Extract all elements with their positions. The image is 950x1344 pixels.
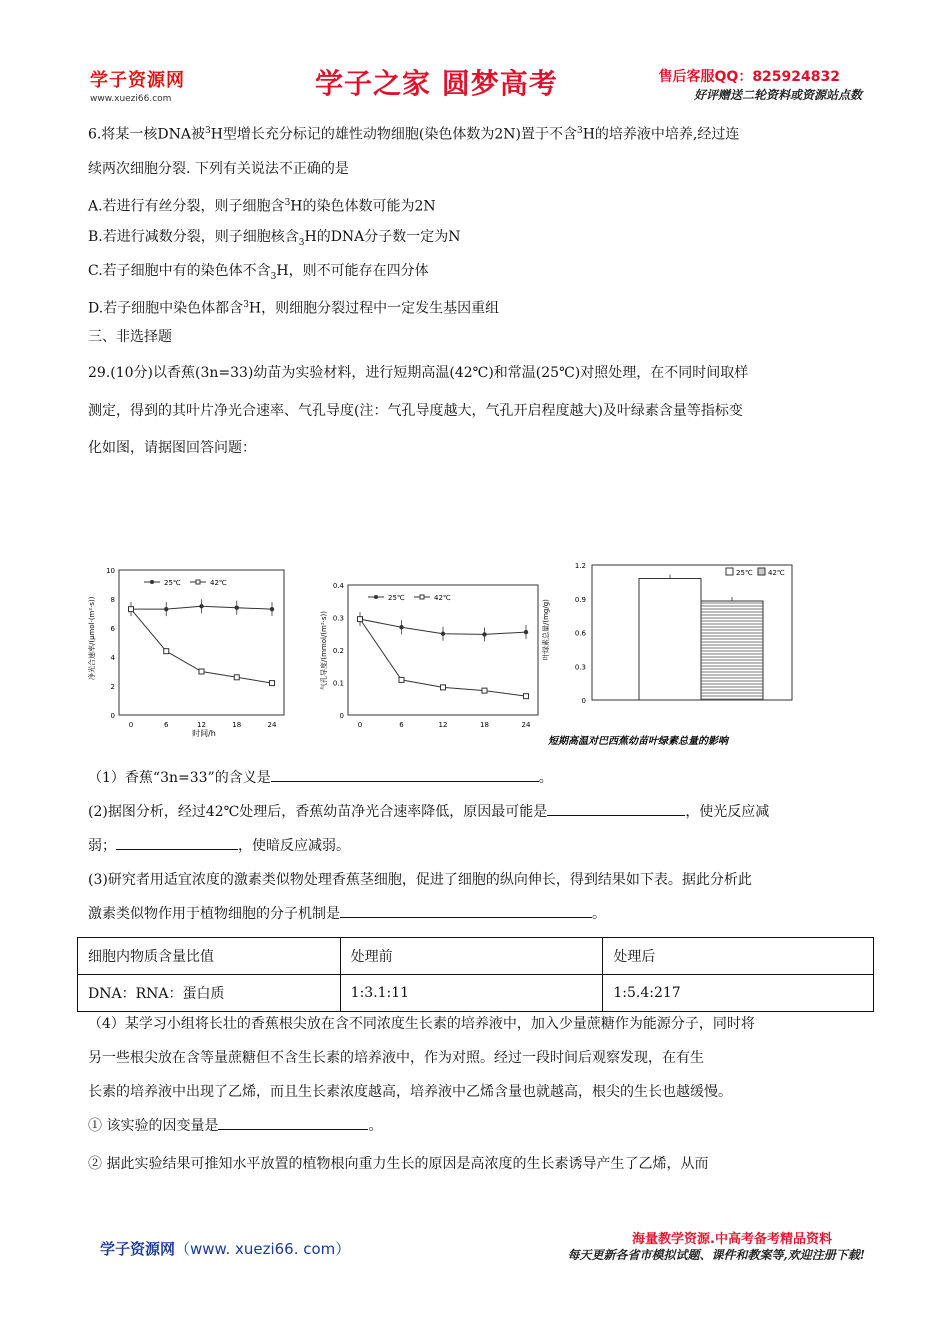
chart1-ylabel: 净光合速率/(μmol·(m²·s))	[88, 596, 96, 680]
x-tick-label: 0	[357, 721, 363, 729]
y-tick-label: 0.9	[574, 595, 586, 604]
part3-text-b: 激素类似物作用于植物细胞的分子机制是	[88, 906, 340, 922]
series-point	[270, 607, 274, 611]
part2-text-c: 弱；	[88, 838, 116, 854]
y-tick-label: 0.4	[332, 582, 344, 590]
series-point	[164, 607, 168, 611]
series-point	[482, 632, 486, 636]
q6-option-a	[88, 192, 436, 218]
chart-stomatal-conductance	[319, 582, 538, 729]
part2-text-b: ，使光反应减	[685, 804, 770, 820]
table-header: 处理前	[340, 938, 603, 975]
chart2-ylabel: 气孔导度/(mmol/(m²·s))	[320, 610, 328, 690]
part1-text: （1）香蕉“3n=33”的含义是	[88, 770, 271, 786]
y-tick-label: 2	[110, 683, 115, 691]
series-point	[441, 685, 446, 690]
logo-url: www.xuezi66.com	[90, 94, 172, 104]
chart3-title: 短期高温对巴西蕉幼苗叶绿素总量的影响	[548, 736, 728, 747]
q29-part4-5: ② 据此实验结果可推知水平放置的植物根向重力生长的原因是高浓度的生长素诱导产生了乙烯，从而	[88, 1156, 709, 1172]
chart1-legend-42: 42℃	[210, 579, 227, 587]
q6-text-a: 6.将某一核DNA被	[88, 126, 205, 143]
chart2-frame	[348, 585, 538, 715]
q6-option-b	[88, 226, 461, 254]
header-slogan: 学子之家 圆梦高考	[315, 67, 558, 100]
q29-part4-1: （4）某学习小组将长壮的香蕉根尖放在含不同浓度生长素的培养液中，加入少量蔗糖作为能源分子，同时将	[88, 1016, 755, 1032]
y-tick-label: 0.1	[332, 679, 344, 688]
x-tick-label: 18	[232, 721, 242, 729]
q6-text-c: H的培养液中培养,经过连	[582, 126, 740, 143]
q29-part3-cont	[88, 903, 606, 925]
series-point	[524, 694, 529, 699]
q29-part4-3: 长素的培养液中出现了乙烯，而且生长素浓度越高，培养液中乙烯含量也就越高，根尖的生长也越缓慢。	[88, 1084, 732, 1100]
q29-intro-3: 化如图，请据图回答问题：	[88, 440, 256, 456]
y-tick-label: 0.6	[574, 629, 586, 638]
section-title: 三、非选择题	[88, 329, 172, 345]
part2-text: (2)据图分析，经过42℃处理后，香蕉幼苗净光合速率降低，原因最可能是	[88, 804, 548, 820]
q29-intro-1: 29.(10分)以香蕉(3n=33)幼苗为实验材料，进行短期高温(42℃)和常温(25℃)对照处理，在不同时间取样	[88, 365, 749, 381]
option-c-text-b: H，则不可能存在四分体	[276, 263, 429, 279]
q6-option-d	[88, 294, 499, 320]
chart2-legend	[368, 594, 451, 602]
x-tick-label: 18	[480, 721, 489, 729]
chart1-legend-25: 25℃	[164, 579, 181, 587]
y-tick-label: 10	[106, 567, 115, 575]
part3-answer-blank[interactable]	[340, 903, 592, 918]
series-point	[441, 632, 445, 636]
header-promo: 好评赠送二轮资料或资源站点数	[693, 88, 862, 102]
option-d-text-b: H，则细胞分裂过程中一定发生基因重组	[248, 300, 500, 317]
part1-answer-blank[interactable]	[271, 767, 539, 782]
y-tick-label: 8	[110, 596, 115, 604]
part4-d-text: ① 该实验的因变量是	[88, 1118, 219, 1134]
x-tick-label: 12	[197, 721, 206, 729]
q29-part4-2: 另一些根尖放在含等量蔗糖但不含生长素的培养液中，作为对照。经过一段时间后观察发现，在有生	[88, 1050, 704, 1066]
part3-end: 。	[592, 906, 606, 922]
option-c-text: C.若子细胞中有的染色体不含	[88, 263, 271, 279]
q6-line2: 续两次细胞分裂. 下列有关说法不正确的是	[88, 161, 349, 177]
site-logo[interactable]	[90, 66, 185, 104]
q6-sup-2: 3	[576, 126, 583, 136]
service-qq: 售后客服QQ：825924832	[658, 69, 840, 85]
chart-chlorophyll	[541, 562, 792, 747]
q6-sup-1: 3	[204, 126, 211, 136]
part1-end: 。	[538, 770, 553, 786]
table-header: 处理后	[603, 938, 874, 975]
table-cell: DNA：RNA：蛋白质	[78, 975, 341, 1012]
series-point	[358, 617, 363, 622]
logo-text: 学子资源网	[90, 70, 185, 91]
x-tick-label: 6	[164, 721, 169, 729]
chart3-legend-42: 42℃	[768, 569, 785, 577]
footer-brand[interactable]	[100, 1238, 350, 1259]
series-point	[482, 688, 487, 693]
series-point	[235, 606, 239, 610]
q6-option-c	[88, 260, 429, 288]
chart1-xlabel: 时间/h	[192, 729, 216, 738]
series-point	[164, 649, 169, 654]
table-header-row	[78, 938, 874, 975]
q29-part3: (3)研究者用适宜浓度的激素类似物处理香蕉茎细胞，促进了细胞的纵向伸长，得到结果如下表。据此分析此	[88, 872, 752, 888]
chart3-legend	[726, 568, 785, 577]
option-d-sup: 3	[243, 300, 249, 310]
chart-net-photosynthesis	[87, 567, 284, 738]
q29-intro-2: 测定，得到的其叶片净光合速率、气孔导度(注：气孔导度越大，气孔开启程度越大)及叶绿素含量等指标变	[88, 403, 743, 419]
x-tick-label: 24	[267, 721, 277, 729]
table-row	[78, 975, 874, 1012]
option-a-sup: 3	[284, 198, 291, 208]
series-point	[399, 677, 404, 682]
option-a-text: A.若进行有丝分裂，则子细胞含	[88, 198, 285, 215]
q29-part2	[88, 801, 769, 823]
chart1-frame	[119, 570, 284, 715]
y-tick-label: 0.3	[574, 663, 586, 672]
chart2-legend-42: 42℃	[434, 594, 451, 602]
chart2-legend-25: 25℃	[388, 594, 405, 602]
x-tick-label: 12	[438, 721, 448, 729]
y-tick-label: 1.2	[574, 562, 586, 570]
series-point	[199, 604, 203, 608]
result-table	[77, 937, 874, 1012]
part4-answer-blank[interactable]	[218, 1115, 368, 1130]
option-b-text: B.若进行减数分裂，则子细胞核含	[88, 229, 299, 245]
bar-0	[639, 579, 701, 701]
q29-part4-4	[88, 1115, 382, 1137]
x-tick-label: 0	[128, 721, 134, 729]
chart3-ylabel: 叶绿素总量/(mg/g)	[542, 599, 550, 660]
table-header: 细胞内物质含量比值	[78, 938, 341, 975]
footer-brand-name: 学子资源网	[100, 1240, 176, 1258]
x-tick-label: 6	[399, 721, 404, 729]
series-point	[129, 607, 134, 612]
series-point	[270, 681, 275, 686]
y-tick-label: 0.2	[332, 647, 344, 655]
q6-text-b: H型增长充分标记的雄性动物细胞(染色体数为2N)置于不含	[210, 126, 577, 143]
bar-1	[701, 601, 763, 700]
q29-part2-cont	[88, 835, 350, 857]
option-d-text: D.若子细胞中染色体都含	[88, 300, 244, 317]
chart3-legend-25: 25℃	[736, 569, 753, 577]
option-b-sub: 3	[298, 237, 305, 248]
q29-part1	[88, 767, 553, 789]
footer-tagline: 海量教学资源.中高考备考精品资料	[632, 1232, 832, 1247]
part2-answer-blank-1[interactable]	[547, 801, 685, 816]
q6-line1	[88, 120, 739, 146]
y-tick-label: 6	[110, 625, 115, 633]
figure-charts	[86, 560, 816, 750]
footer-url: （www. xuezi66. com）	[175, 1240, 351, 1258]
y-tick-label: 0	[581, 697, 586, 705]
footer-promo: 每天更新各省市模拟试题、课件和教案等,欢迎注册下载!	[567, 1248, 865, 1262]
series-point	[399, 625, 403, 629]
y-tick-label: 4	[110, 654, 115, 662]
part2-answer-blank-2[interactable]	[116, 835, 238, 850]
option-a-text-b: H的染色体数可能为2N	[290, 198, 436, 215]
series-point	[199, 669, 204, 674]
option-b-text-b: H的DNA分子数一定为N	[304, 229, 461, 245]
part2-text-d: ，使暗反应减弱。	[238, 838, 350, 854]
table-cell: 1:3.1:11	[340, 975, 603, 1012]
y-tick-label: 0	[339, 712, 344, 720]
part4-d-end: 。	[368, 1118, 383, 1134]
y-tick-label: 0	[110, 712, 115, 720]
option-c-sub: 3	[270, 271, 277, 282]
series-point	[234, 675, 239, 680]
chart1-legend	[144, 579, 227, 587]
y-tick-label: 0.3	[332, 614, 344, 623]
x-tick-label: 24	[521, 721, 531, 729]
table-cell: 1:5.4:217	[603, 975, 874, 1012]
series-point	[524, 630, 528, 634]
